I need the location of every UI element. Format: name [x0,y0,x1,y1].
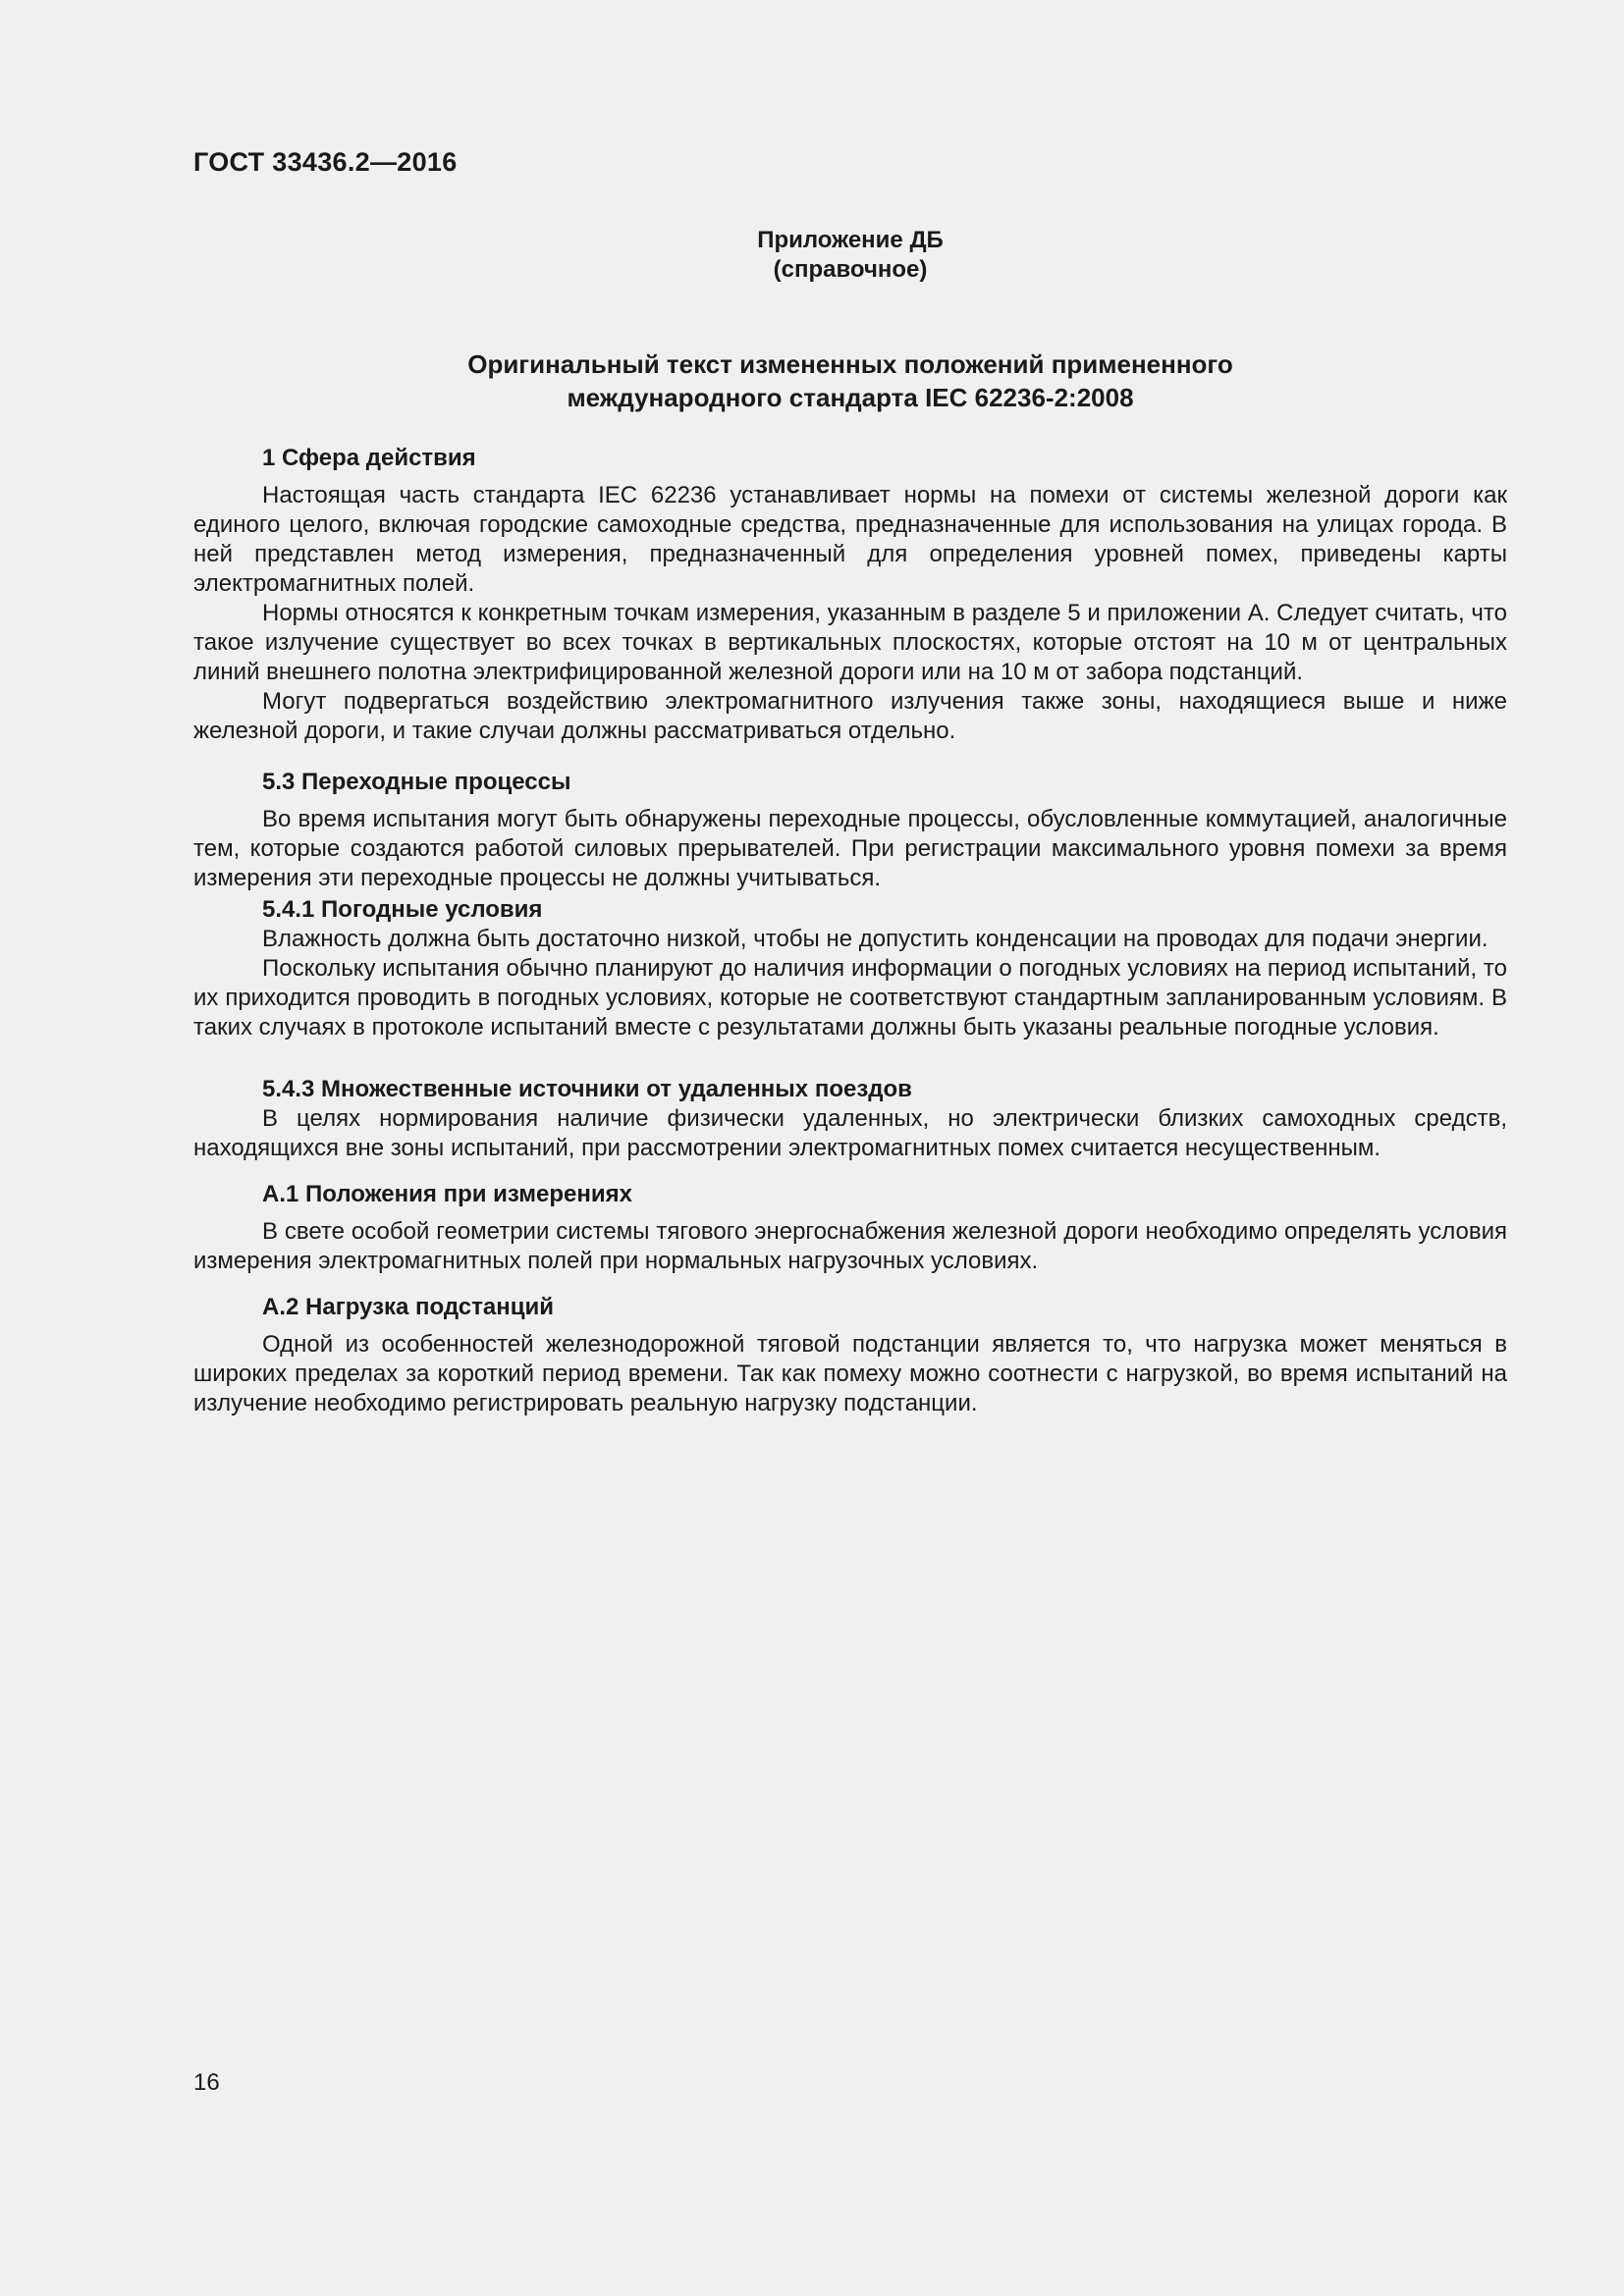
section-heading: 1 Сфера действия [262,445,476,471]
section-scope [193,444,1507,746]
section-heading: 5.3 Переходные процессы [262,769,571,795]
document-code: ГОСТ 33436.2—2016 [193,147,458,177]
page-number: 16 [193,2069,220,2096]
section-heading: А.2 Нагрузка подстанций [262,1294,554,1320]
section-substation-load [193,1293,1507,1418]
main-title-line-1: Оригинальный текст измененных положений примененного [467,349,1233,379]
paragraph: Нормы относятся к конкретным точкам измерения, указанным в разделе 5 и приложении А. Следует считать, что такое излучение существует во всех точках в вертикальных плоскостях, которые отстоят на 10 м от центральных линий внешнего полотна электрифицированной железной дороги или на 10 м от забора подстанций. [193,600,1507,685]
annex-type: (справочное) [773,256,928,283]
paragraph: Влажность должна быть достаточно низкой, чтобы не допустить конденсации на проводах для подачи энергии. [262,926,1489,952]
paragraph: Могут подвергаться воздействию электромагнитного излучения также зоны, находящиеся выше и ниже железной дороги, и такие случаи должны рассматриваться отдельно. [193,688,1507,744]
paragraph: Поскольку испытания обычно планируют до наличия информации о погодных условиях на период испытаний, то их приходится проводить в погодных условиях, которые не соответствуют стандартным запланированным условиям. В таких случаях в протоколе испытаний вместе с результатами должны быть указаны реальные погодные условия. [193,955,1507,1041]
section-heading: А.1 Положения при измерениях [262,1181,632,1207]
annex-title: Приложение ДБ [757,227,944,253]
section-heading: 5.4.3 Множественные источники от удаленных поездов [262,1076,912,1102]
section-measurement-positions [193,1180,1507,1276]
paragraph: Во время испытания могут быть обнаружены переходные процессы, обусловленные коммутацией, аналогичные тем, которые создаются работой силовых прерывателей. При регистрации максимального уровня помехи за время измерения эти переходные процессы не должны учитываться. [193,806,1507,891]
paragraph: Одной из особенностей железнодорожной тяговой подстанции является то, что нагрузка может меняться в широких пределах за короткий период времени. Так как помеху можно соотнести с нагрузкой, во время испытаний на излучение необходимо регистрировать реальную нагрузку подстанции. [193,1331,1507,1416]
section-transients [193,768,1507,893]
paragraph: Настоящая часть стандарта IEC 62236 устанавливает нормы на помехи от системы железной дороги как единого целого, включая городские самоходные средства, предназначенные для использования на улицах города. В ней представлен метод измерения, предназначенный для определения уровней помех, приведены карты электромагнитных полей. [193,482,1507,597]
section-multiple-sources [193,1075,1507,1163]
section-heading: 5.4.1 Погодные условия [262,896,543,923]
paragraph: В целях нормирования наличие физически удаленных, но электрически близких самоходных средств, находящихся вне зоны испытаний, при рассмотрении электромагнитных помех считается несущественным. [193,1105,1507,1161]
section-weather [193,895,1507,1042]
paragraph: В свете особой геометрии системы тягового энергоснабжения железной дороги необходимо определять условия измерения электромагнитных полей при нормальных нагрузочных условиях. [193,1218,1507,1274]
main-title-line-2: международного стандарта IEC 62236-2:2008 [567,383,1134,412]
